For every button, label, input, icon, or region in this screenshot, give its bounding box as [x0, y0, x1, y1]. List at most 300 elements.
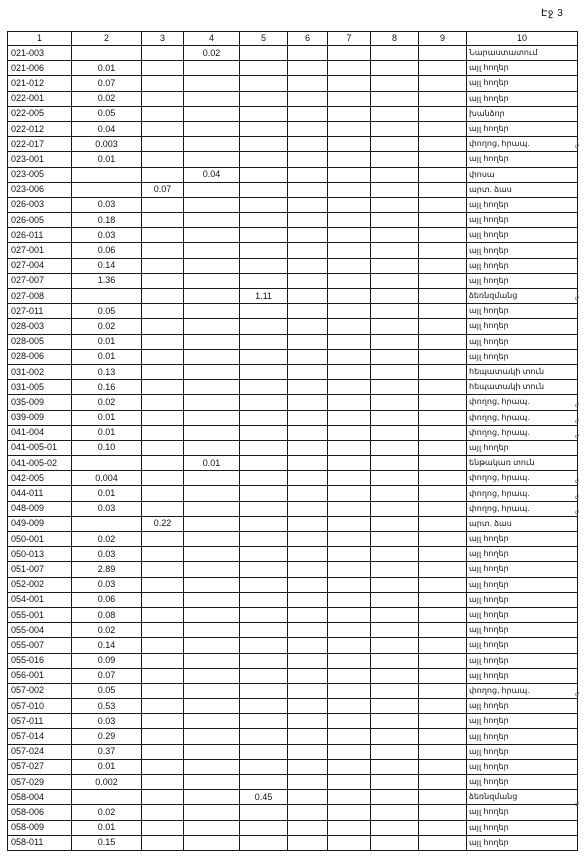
area-cell-col4: [184, 349, 240, 364]
area-cell-col7: [328, 121, 371, 136]
margin-mark: ժ: [575, 510, 579, 516]
area-cell-col2: 1.36: [72, 273, 142, 288]
area-cell-col4: [184, 91, 240, 106]
area-cell-col6: [288, 319, 328, 334]
area-cell-col9: [419, 456, 467, 471]
parcel-code-cell: 028-003: [8, 319, 72, 334]
area-cell-col8: [371, 46, 419, 61]
area-cell-col7: [328, 638, 371, 653]
margin-mark: ժ: [575, 692, 579, 698]
table-row: [8, 364, 578, 379]
table-row: [8, 61, 578, 76]
area-cell-col5: [240, 638, 288, 653]
area-cell-col4: [184, 835, 240, 850]
table-row: [8, 577, 578, 592]
area-cell-col6: [288, 364, 328, 379]
area-cell-col2: 0.03: [72, 228, 142, 243]
area-cell-col5: [240, 471, 288, 486]
area-cell-col9: [419, 486, 467, 501]
table-row: [8, 714, 578, 729]
area-cell-col5: [240, 91, 288, 106]
parcel-code-cell: 031-005: [8, 380, 72, 395]
area-cell-col9: [419, 501, 467, 516]
area-cell-col7: [328, 152, 371, 167]
area-cell-col2: 0.13: [72, 364, 142, 379]
area-cell-col6: [288, 699, 328, 714]
table-row: [8, 592, 578, 607]
table-row: [8, 106, 578, 121]
area-cell-col6: [288, 501, 328, 516]
area-cell-col4: [184, 501, 240, 516]
area-cell-col2: 0.02: [72, 91, 142, 106]
area-cell-col5: [240, 683, 288, 698]
area-cell-col7: [328, 243, 371, 258]
area-cell-col7: [328, 471, 371, 486]
area-cell-col9: [419, 440, 467, 455]
area-cell-col6: [288, 228, 328, 243]
area-cell-col3: [142, 562, 184, 577]
area-cell-col4: [184, 805, 240, 820]
area-cell-col5: [240, 334, 288, 349]
area-cell-col2: 0.01: [72, 349, 142, 364]
table-row: [8, 46, 578, 61]
area-cell-col3: [142, 607, 184, 622]
area-cell-col8: [371, 820, 419, 835]
area-cell-col9: [419, 380, 467, 395]
area-cell-col7: [328, 759, 371, 774]
area-cell-col5: [240, 820, 288, 835]
parcel-code-cell: 057-014: [8, 729, 72, 744]
area-cell-col2: 0.06: [72, 243, 142, 258]
area-cell-col5: [240, 759, 288, 774]
area-cell-col6: [288, 577, 328, 592]
area-cell-col2: 0.03: [72, 547, 142, 562]
area-cell-col8: [371, 562, 419, 577]
area-cell-col6: [288, 653, 328, 668]
area-cell-col7: [328, 486, 371, 501]
area-cell-col2: 0.04: [72, 121, 142, 136]
area-cell-col2: [72, 46, 142, 61]
area-cell-col8: [371, 167, 419, 182]
area-cell-col6: [288, 638, 328, 653]
area-cell-col4: [184, 61, 240, 76]
area-cell-col2: 0.02: [72, 395, 142, 410]
area-cell-col5: [240, 106, 288, 121]
table-row: [8, 638, 578, 653]
area-cell-col3: [142, 319, 184, 334]
area-cell-col9: [419, 334, 467, 349]
area-cell-col6: [288, 395, 328, 410]
area-cell-col8: [371, 547, 419, 562]
land-type-cell: փողոց, հրապ.: [467, 410, 578, 425]
area-cell-col2: 0.01: [72, 486, 142, 501]
land-type-cell: այլ հողեր: [467, 243, 578, 258]
table-row: [8, 167, 578, 182]
area-cell-col7: [328, 228, 371, 243]
area-cell-col4: [184, 425, 240, 440]
area-cell-col7: [328, 410, 371, 425]
area-cell-col4: [184, 714, 240, 729]
area-cell-col9: [419, 562, 467, 577]
area-cell-col8: [371, 152, 419, 167]
area-cell-col3: [142, 364, 184, 379]
area-cell-col2: 0.05: [72, 683, 142, 698]
area-cell-col3: [142, 61, 184, 76]
area-cell-col8: [371, 364, 419, 379]
area-cell-col4: [184, 243, 240, 258]
land-type-cell: այլ հողեր: [467, 729, 578, 744]
area-cell-col7: [328, 683, 371, 698]
area-cell-col4: [184, 440, 240, 455]
area-cell-col6: [288, 607, 328, 622]
area-cell-col9: [419, 835, 467, 850]
table-row: [8, 516, 578, 531]
parcel-code-cell: 022-012: [8, 121, 72, 136]
area-cell-col6: [288, 532, 328, 547]
land-type-cell: հեպատակի տուն: [467, 380, 578, 395]
area-cell-col2: 0.02: [72, 532, 142, 547]
land-type-cell: արտ. ձաս: [467, 516, 578, 531]
area-cell-col5: [240, 121, 288, 136]
area-cell-col2: [72, 289, 142, 304]
area-cell-col2: 0.14: [72, 258, 142, 273]
area-cell-col3: [142, 395, 184, 410]
area-cell-col7: [328, 835, 371, 850]
parcel-code-cell: 052-002: [8, 577, 72, 592]
area-cell-col4: [184, 106, 240, 121]
table-row: [8, 623, 578, 638]
area-cell-col4: [184, 121, 240, 136]
column-header: 4: [184, 32, 240, 46]
area-cell-col2: 0.29: [72, 729, 142, 744]
area-cell-col4: [184, 577, 240, 592]
land-type-cell: այլ հողեր: [467, 349, 578, 364]
area-cell-col4: [184, 319, 240, 334]
area-cell-col4: [184, 228, 240, 243]
parcel-code-cell: 055-016: [8, 653, 72, 668]
land-type-cell: հեպատակի տուն: [467, 364, 578, 379]
area-cell-col7: [328, 76, 371, 91]
area-cell-col6: [288, 805, 328, 820]
area-cell-col8: [371, 289, 419, 304]
land-type-cell: այլ հողեր: [467, 121, 578, 136]
area-cell-col2: 0.004: [72, 471, 142, 486]
area-cell-col5: [240, 61, 288, 76]
area-cell-col4: [184, 273, 240, 288]
area-cell-col2: 0.16: [72, 380, 142, 395]
area-cell-col8: [371, 76, 419, 91]
area-cell-col3: [142, 243, 184, 258]
area-cell-col7: [328, 273, 371, 288]
area-cell-col9: [419, 547, 467, 562]
area-cell-col7: [328, 653, 371, 668]
area-cell-col8: [371, 213, 419, 228]
area-cell-col4: [184, 820, 240, 835]
table-row: [8, 197, 578, 212]
table-row: [8, 775, 578, 790]
land-type-cell: այլ հողեր: [467, 775, 578, 790]
area-cell-col3: [142, 137, 184, 152]
area-cell-col9: [419, 106, 467, 121]
area-cell-col8: [371, 532, 419, 547]
area-cell-col7: [328, 182, 371, 197]
table-row: [8, 562, 578, 577]
area-cell-col3: [142, 744, 184, 759]
area-cell-col6: [288, 835, 328, 850]
parcel-code-cell: 050-001: [8, 532, 72, 547]
area-cell-col7: [328, 197, 371, 212]
table-row: [8, 471, 578, 486]
area-cell-col4: [184, 683, 240, 698]
area-cell-col3: [142, 623, 184, 638]
area-cell-col4: [184, 486, 240, 501]
area-cell-col6: [288, 167, 328, 182]
land-type-cell: այլ հողեր: [467, 805, 578, 820]
area-cell-col7: [328, 820, 371, 835]
land-type-cell: փողոց, հրապ.: [467, 137, 578, 152]
area-cell-col8: [371, 395, 419, 410]
area-cell-col6: [288, 334, 328, 349]
area-cell-col5: [240, 623, 288, 638]
area-cell-col8: [371, 258, 419, 273]
area-cell-col3: [142, 106, 184, 121]
area-cell-col9: [419, 76, 467, 91]
land-type-cell: այլ հողեր: [467, 319, 578, 334]
area-cell-col4: [184, 76, 240, 91]
area-cell-col9: [419, 805, 467, 820]
parcel-code-cell: 031-002: [8, 364, 72, 379]
area-cell-col6: [288, 106, 328, 121]
area-cell-col3: [142, 714, 184, 729]
area-cell-col2: 0.10: [72, 440, 142, 455]
area-cell-col4: 0.04: [184, 167, 240, 182]
area-cell-col2: [72, 790, 142, 805]
area-cell-col7: [328, 516, 371, 531]
table-row: [8, 182, 578, 197]
area-cell-col8: [371, 759, 419, 774]
area-cell-col3: [142, 699, 184, 714]
parcel-code-cell: 027-008: [8, 289, 72, 304]
area-cell-col4: [184, 258, 240, 273]
area-cell-col3: [142, 501, 184, 516]
area-cell-col5: [240, 364, 288, 379]
area-cell-col6: [288, 152, 328, 167]
area-cell-col3: [142, 167, 184, 182]
area-cell-col5: [240, 577, 288, 592]
area-cell-col9: [419, 395, 467, 410]
area-cell-col3: [142, 683, 184, 698]
area-cell-col7: [328, 577, 371, 592]
area-cell-col4: [184, 213, 240, 228]
column-header: 8: [371, 32, 419, 46]
area-cell-col7: [328, 714, 371, 729]
area-cell-col5: [240, 395, 288, 410]
land-type-cell: այլ հողեր: [467, 197, 578, 212]
table-row: [8, 744, 578, 759]
area-cell-col9: [419, 410, 467, 425]
area-cell-col2: 0.07: [72, 668, 142, 683]
area-cell-col2: 0.003: [72, 137, 142, 152]
table-row: [8, 137, 578, 152]
parcel-code-cell: 058-006: [8, 805, 72, 820]
area-cell-col7: [328, 744, 371, 759]
land-type-cell: փոսա: [467, 167, 578, 182]
area-cell-col4: [184, 562, 240, 577]
parcel-code-cell: 023-001: [8, 152, 72, 167]
area-cell-col5: 1.11: [240, 289, 288, 304]
land-type-cell: ձեռնզմանց: [467, 289, 578, 304]
land-type-cell: այլ հողեր: [467, 699, 578, 714]
area-cell-col9: [419, 699, 467, 714]
area-cell-col9: [419, 304, 467, 319]
area-cell-col2: 0.07: [72, 76, 142, 91]
area-cell-col5: [240, 76, 288, 91]
area-cell-col9: [419, 46, 467, 61]
area-cell-col2: 0.09: [72, 653, 142, 668]
area-cell-col5: [240, 137, 288, 152]
parcel-code-cell: 028-005: [8, 334, 72, 349]
area-cell-col5: [240, 775, 288, 790]
area-cell-col7: [328, 562, 371, 577]
area-cell-col5: [240, 699, 288, 714]
area-cell-col5: [240, 213, 288, 228]
area-cell-col9: [419, 638, 467, 653]
area-cell-col9: [419, 364, 467, 379]
area-cell-col8: [371, 380, 419, 395]
table-row: [8, 729, 578, 744]
area-cell-col4: [184, 744, 240, 759]
column-header: 10: [467, 32, 578, 46]
area-cell-col3: [142, 547, 184, 562]
column-header: 9: [419, 32, 467, 46]
area-cell-col5: [240, 592, 288, 607]
area-cell-col8: [371, 714, 419, 729]
area-cell-col5: [240, 349, 288, 364]
area-cell-col3: [142, 638, 184, 653]
area-cell-col4: [184, 699, 240, 714]
area-cell-col3: [142, 289, 184, 304]
area-cell-col6: [288, 759, 328, 774]
area-cell-col3: [142, 273, 184, 288]
table-row: [8, 790, 578, 805]
area-cell-col5: [240, 228, 288, 243]
area-cell-col7: [328, 91, 371, 106]
area-cell-col9: [419, 653, 467, 668]
area-cell-col9: [419, 121, 467, 136]
land-type-cell: փողոց, հրապ.: [467, 486, 578, 501]
table-row: [8, 76, 578, 91]
area-cell-col7: [328, 289, 371, 304]
area-cell-col9: [419, 775, 467, 790]
land-type-cell: այլ հողեր: [467, 623, 578, 638]
table-body: [8, 46, 578, 851]
area-cell-col7: [328, 805, 371, 820]
area-cell-col7: [328, 319, 371, 334]
area-cell-col2: 2.89: [72, 562, 142, 577]
area-cell-col8: [371, 182, 419, 197]
area-cell-col4: [184, 607, 240, 622]
area-cell-col4: [184, 152, 240, 167]
area-cell-col6: [288, 471, 328, 486]
area-cell-col9: [419, 349, 467, 364]
area-cell-col9: [419, 197, 467, 212]
margin-mark: ժ: [575, 495, 579, 501]
area-cell-col4: [184, 334, 240, 349]
area-cell-col8: [371, 471, 419, 486]
area-cell-col7: [328, 547, 371, 562]
area-cell-col2: 0.01: [72, 759, 142, 774]
area-cell-col6: [288, 380, 328, 395]
parcel-code-cell: 026-005: [8, 213, 72, 228]
area-cell-col9: [419, 182, 467, 197]
column-header: 1: [8, 32, 72, 46]
area-cell-col6: [288, 349, 328, 364]
area-cell-col4: 0.01: [184, 456, 240, 471]
area-cell-col6: [288, 486, 328, 501]
area-cell-col5: [240, 547, 288, 562]
area-cell-col3: [142, 380, 184, 395]
land-type-cell: այլ հողեր: [467, 91, 578, 106]
table-row: [8, 243, 578, 258]
parcel-code-cell: 022-001: [8, 91, 72, 106]
area-cell-col4: [184, 471, 240, 486]
parcel-code-cell: 027-001: [8, 243, 72, 258]
area-cell-col5: [240, 456, 288, 471]
area-cell-col6: [288, 820, 328, 835]
area-cell-col5: [240, 425, 288, 440]
table-row: [8, 440, 578, 455]
area-cell-col4: [184, 197, 240, 212]
area-cell-col3: [142, 152, 184, 167]
area-cell-col6: [288, 197, 328, 212]
area-cell-col6: [288, 562, 328, 577]
area-cell-col6: [288, 790, 328, 805]
area-cell-col2: 0.03: [72, 501, 142, 516]
area-cell-col2: [72, 182, 142, 197]
area-cell-col5: [240, 744, 288, 759]
area-cell-col9: [419, 289, 467, 304]
column-header: 2: [72, 32, 142, 46]
area-cell-col6: [288, 61, 328, 76]
area-cell-col8: [371, 486, 419, 501]
area-cell-col7: [328, 395, 371, 410]
area-cell-col8: [371, 456, 419, 471]
area-cell-col9: [419, 228, 467, 243]
area-cell-col8: [371, 121, 419, 136]
area-cell-col3: [142, 91, 184, 106]
table-row: [8, 258, 578, 273]
table-row: [8, 152, 578, 167]
area-cell-col5: [240, 501, 288, 516]
area-cell-col5: [240, 182, 288, 197]
parcel-code-cell: 042-005: [8, 471, 72, 486]
parcel-code-cell: 054-001: [8, 592, 72, 607]
area-cell-col7: [328, 137, 371, 152]
area-cell-col7: [328, 425, 371, 440]
header-row: [8, 32, 578, 46]
table-row: [8, 820, 578, 835]
area-cell-col5: [240, 653, 288, 668]
table-row: [8, 395, 578, 410]
area-cell-col9: [419, 744, 467, 759]
land-type-cell: այլ հողեր: [467, 228, 578, 243]
margin-mark: ժ: [575, 403, 579, 409]
parcel-code-cell: 055-001: [8, 607, 72, 622]
table-row: [8, 228, 578, 243]
table-row: [8, 759, 578, 774]
area-cell-col8: [371, 653, 419, 668]
table-row: [8, 653, 578, 668]
